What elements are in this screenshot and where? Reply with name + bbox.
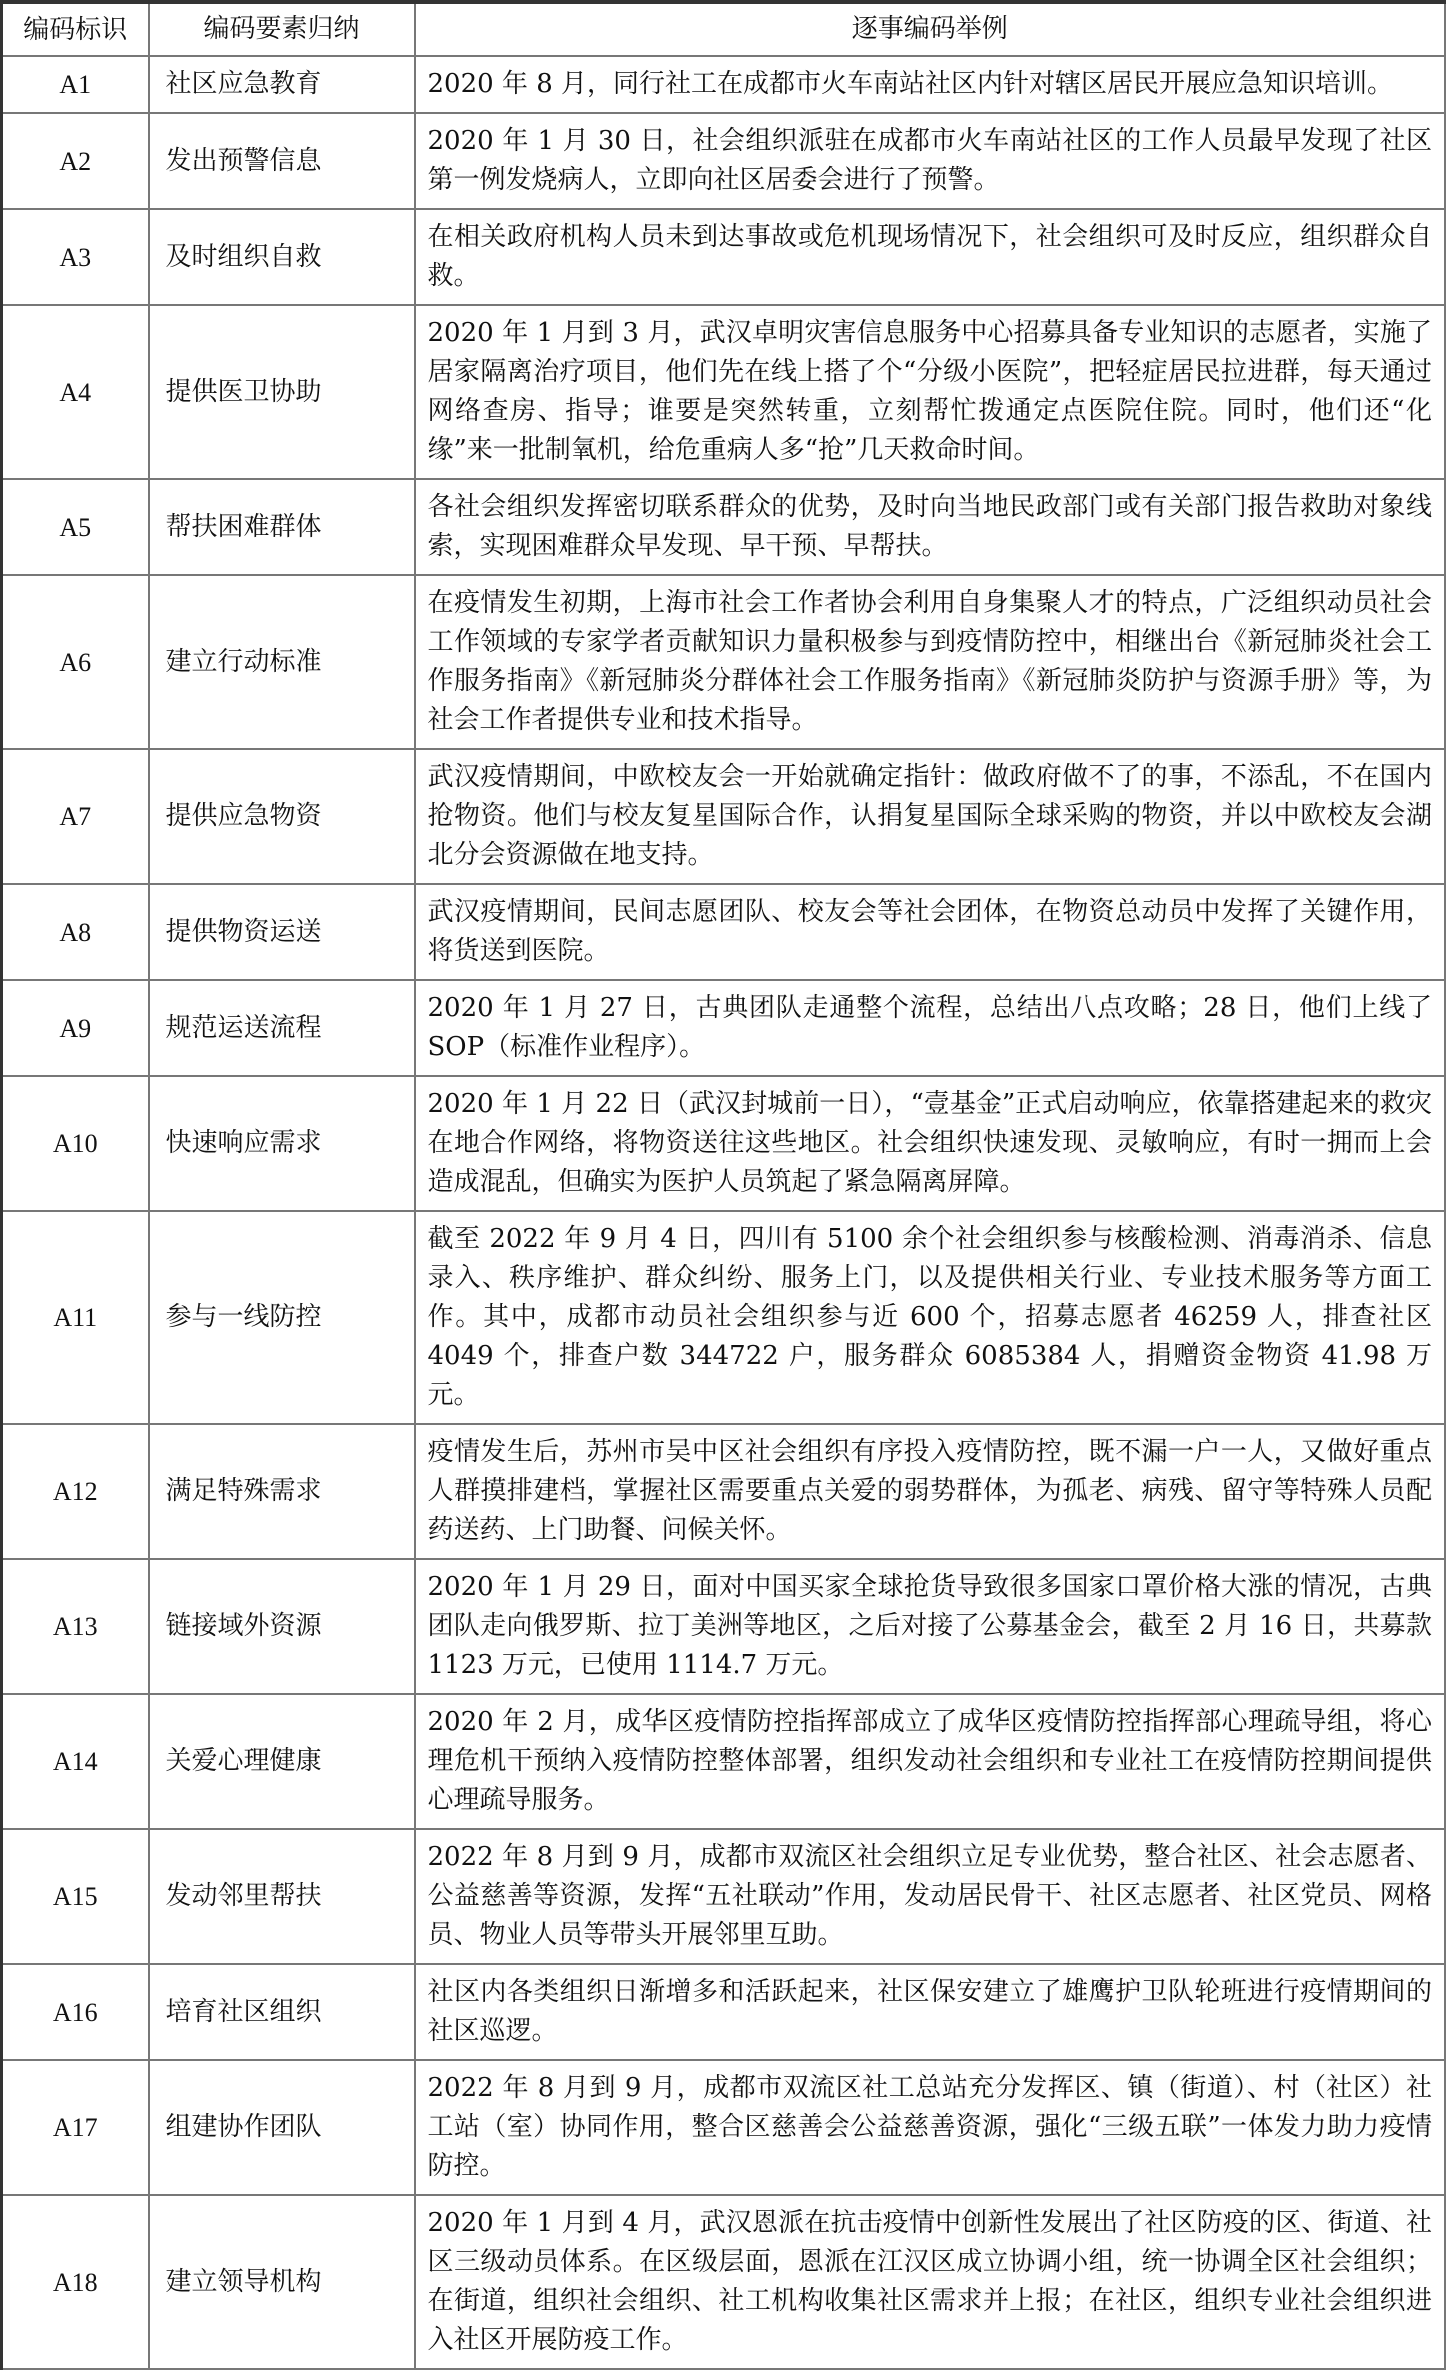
code-id-cell: A7 [2, 749, 149, 884]
code-example-cell: 2022 年 8 月到 9 月，成都市双流区社会组织立足专业优势，整合社区、社会志愿者、公益慈善等资源，发挥“五社联动”作用，发动居民骨干、社区志愿者、社区党员、网格员、物业人员等带头开展邻里互助。 [415, 1829, 1446, 1964]
code-example-cell: 截至 2022 年 9 月 4 日，四川有 5100 余个社会组织参与核酸检测、消毒消杀、信息录入、秩序维护、群众纠纷、服务上门，以及提供相关行业、专业技术服务等方面工作。其中，成都市动员社会组织参与近 600 个，招募志愿者 46259 人，排查社区 4049 个，排查户数 344722 户，服务群众 6085384 人，捐赠资金物资 41.98 万元。 [415, 1211, 1446, 1424]
table-header-row [2, 2, 1446, 56]
code-id-cell: A10 [2, 1076, 149, 1211]
code-element-cell: 关爱心理健康 [149, 1694, 415, 1829]
table-row [2, 1211, 1446, 1424]
header-code-element: 编码要素归纳 [149, 2, 415, 56]
code-id-cell: A15 [2, 1829, 149, 1964]
code-example-cell: 2022 年 8 月到 9 月，成都市双流区社工总站充分发挥区、镇（街道）、村（社区）社工站（室）协同作用，整合区慈善会公益慈善资源，强化“三级五联”一体发力助力疫情防控。 [415, 2060, 1446, 2195]
code-element-cell: 社区应急教育 [149, 56, 415, 113]
table-row [2, 113, 1446, 209]
code-example-cell: 社区内各类组织日渐增多和活跃起来，社区保安建立了雄鹰护卫队轮班进行疫情期间的社区巡逻。 [415, 1964, 1446, 2060]
code-id-cell: A9 [2, 980, 149, 1076]
code-id-cell: A12 [2, 1424, 149, 1559]
code-element-cell: 建立领导机构 [149, 2195, 415, 2369]
code-example-cell: 2020 年 2 月，成华区疫情防控指挥部成立了成华区疫情防控指挥部心理疏导组，将心理危机干预纳入疫情防控整体部署，组织发动社会组织和专业社工在疫情防控期间提供心理疏导服务。 [415, 1694, 1446, 1829]
code-element-cell: 参与一线防控 [149, 1211, 415, 1424]
table-row [2, 1076, 1446, 1211]
code-id-cell: A18 [2, 2195, 149, 2369]
code-element-cell: 提供物资运送 [149, 884, 415, 980]
table-body [2, 56, 1446, 2369]
code-id-cell: A13 [2, 1559, 149, 1694]
table-row [2, 1424, 1446, 1559]
table-row [2, 749, 1446, 884]
code-element-cell: 建立行动标准 [149, 575, 415, 749]
table-row [2, 2060, 1446, 2195]
code-id-cell: A2 [2, 113, 149, 209]
code-id-cell: A8 [2, 884, 149, 980]
header-code-example: 逐事编码举例 [415, 2, 1446, 56]
code-example-cell: 武汉疫情期间，中欧校友会一开始就确定指针：做政府做不了的事，不添乱，不在国内抢物资。他们与校友复星国际合作，认捐复星国际全球采购的物资，并以中欧校友会湖北分会资源做在地支持。 [415, 749, 1446, 884]
code-example-cell: 2020 年 1 月 22 日（武汉封城前一日），“壹基金”正式启动响应，依靠搭建起来的救灾在地合作网络，将物资送往这些地区。社会组织快速发现、灵敏响应，有时一拥而上会造成混乱，但确实为医护人员筑起了紧急隔离屏障。 [415, 1076, 1446, 1211]
code-element-cell: 帮扶困难群体 [149, 479, 415, 575]
table-row [2, 1694, 1446, 1829]
code-element-cell: 组建协作团队 [149, 2060, 415, 2195]
code-id-cell: A6 [2, 575, 149, 749]
code-example-cell: 2020 年 8 月，同行社工在成都市火车南站社区内针对辖区居民开展应急知识培训。 [415, 56, 1446, 113]
code-example-cell: 2020 年 1 月 30 日，社会组织派驻在成都市火车南站社区的工作人员最早发现了社区第一例发烧病人，立即向社区居委会进行了预警。 [415, 113, 1446, 209]
table-row [2, 479, 1446, 575]
table-row [2, 1559, 1446, 1694]
table-row [2, 884, 1446, 980]
header-code-id: 编码标识 [2, 2, 149, 56]
code-element-cell: 满足特殊需求 [149, 1424, 415, 1559]
code-example-cell: 疫情发生后，苏州市吴中区社会组织有序投入疫情防控，既不漏一户一人，又做好重点人群摸排建档，掌握社区需要重点关爱的弱势群体，为孤老、病残、留守等特殊人员配药送药、上门助餐、问候关怀。 [415, 1424, 1446, 1559]
code-element-cell: 快速响应需求 [149, 1076, 415, 1211]
code-example-cell: 在疫情发生初期，上海市社会工作者协会利用自身集聚人才的特点，广泛组织动员社会工作领域的专家学者贡献知识力量积极参与到疫情防控中，相继出台《新冠肺炎社会工作服务指南》《新冠肺炎分群体社会工作服务指南》《新冠肺炎防护与资源手册》等，为社会工作者提供专业和技术指导。 [415, 575, 1446, 749]
code-element-cell: 提供医卫协助 [149, 305, 415, 479]
table-row [2, 2195, 1446, 2369]
code-example-cell: 2020 年 1 月到 3 月，武汉卓明灾害信息服务中心招募具备专业知识的志愿者，实施了居家隔离治疗项目，他们先在线上搭了个“分级小医院”，把轻症居民拉进群，每天通过网络查房、指导；谁要是突然转重，立刻帮忙拨通定点医院住院。同时，他们还“化缘”来一批制氧机，给危重病人多“抢”几天救命时间。 [415, 305, 1446, 479]
table-row [2, 1964, 1446, 2060]
code-id-cell: A14 [2, 1694, 149, 1829]
code-element-cell: 及时组织自救 [149, 209, 415, 305]
table-row [2, 980, 1446, 1076]
code-id-cell: A1 [2, 56, 149, 113]
code-id-cell: A3 [2, 209, 149, 305]
table-row [2, 305, 1446, 479]
code-element-cell: 提供应急物资 [149, 749, 415, 884]
code-example-cell: 武汉疫情期间，民间志愿团队、校友会等社会团体，在物资总动员中发挥了关键作用，将货送到医院。 [415, 884, 1446, 980]
code-id-cell: A4 [2, 305, 149, 479]
table-row [2, 575, 1446, 749]
code-example-cell: 2020 年 1 月 29 日，面对中国买家全球抢货导致很多国家口罩价格大涨的情况，古典团队走向俄罗斯、拉丁美洲等地区，之后对接了公募基金会，截至 2 月 16 日，共募款 1123 万元，已使用 1114.7 万元。 [415, 1559, 1446, 1694]
code-example-cell: 2020 年 1 月 27 日，古典团队走通整个流程，总结出八点攻略；28 日，他们上线了 SOP（标准作业程序）。 [415, 980, 1446, 1076]
code-element-cell: 链接域外资源 [149, 1559, 415, 1694]
table-row [2, 209, 1446, 305]
code-id-cell: A5 [2, 479, 149, 575]
code-id-cell: A16 [2, 1964, 149, 2060]
table-row [2, 1829, 1446, 1964]
code-element-cell: 规范运送流程 [149, 980, 415, 1076]
code-example-cell: 各社会组织发挥密切联系群众的优势，及时向当地民政部门或有关部门报告救助对象线索，实现困难群众早发现、早干预、早帮扶。 [415, 479, 1446, 575]
code-id-cell: A17 [2, 2060, 149, 2195]
code-element-cell: 培育社区组织 [149, 1964, 415, 2060]
code-example-cell: 2020 年 1 月到 4 月，武汉恩派在抗击疫情中创新性发展出了社区防疫的区、街道、社区三级动员体系。在区级层面，恩派在江汉区成立协调小组，统一协调全区社会组织；在街道，组织社会组织、社工机构收集社区需求并上报；在社区，组织专业社会组织进入社区开展防疫工作。 [415, 2195, 1446, 2369]
code-element-cell: 发动邻里帮扶 [149, 1829, 415, 1964]
code-id-cell: A11 [2, 1211, 149, 1424]
code-example-cell: 在相关政府机构人员未到达事故或危机现场情况下，社会组织可及时反应，组织群众自救。 [415, 209, 1446, 305]
table-row [2, 56, 1446, 113]
code-element-cell: 发出预警信息 [149, 113, 415, 209]
